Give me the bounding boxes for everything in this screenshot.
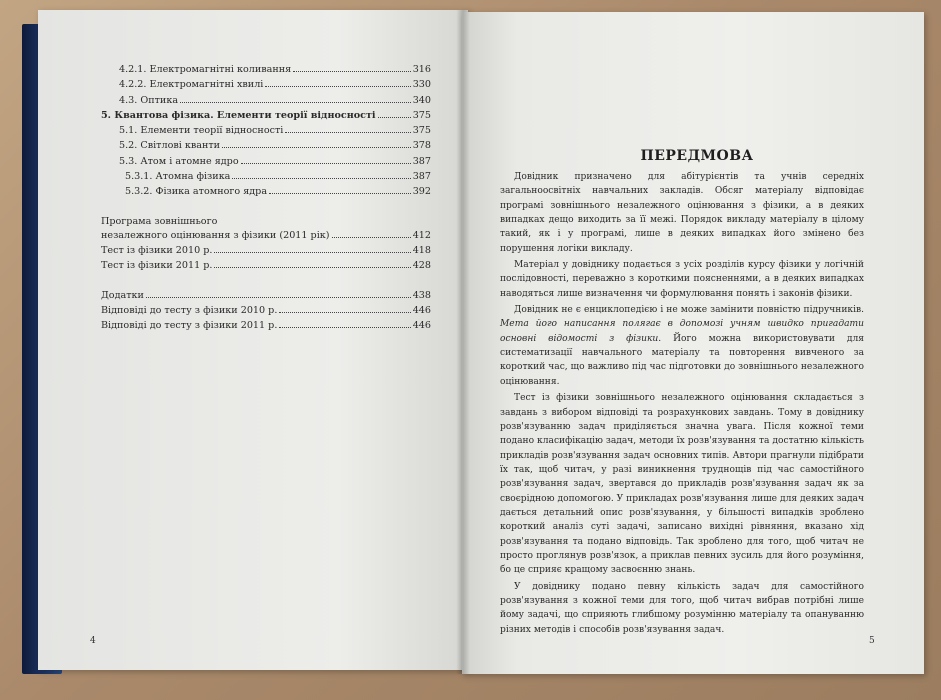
toc-entry-label: Тест із фізики 2010 р. [101, 244, 213, 256]
toc-entry [101, 215, 431, 228]
toc-entry-page: 387 [412, 171, 431, 183]
toc-entry-label: Програма зовнішнього [101, 215, 218, 227]
toc-entry [101, 138, 431, 153]
toc-entry-page: 375 [412, 109, 431, 121]
toc-leader-dots [241, 163, 411, 164]
toc-entry [101, 184, 431, 199]
preface-paragraph-3 [500, 303, 864, 389]
toc-entry-label: 5. Квантова фізика. Елементи теорії відносності [101, 109, 376, 121]
preface-paragraph-1: Довідник призначено для абітурієнтів та учнів середніх загальноосвітніх навчальних закладів. Обсяг матеріалу відповідає програмі зовнішнього незалежного оцінювання з фізики, а в деяких випадках дещо виходить за її межі. Порядок викладу матеріалу в цілому такий, як і у програмі, лише в деяких випадках його змінено без порушення логіки викладу. [500, 172, 864, 254]
toc-entry-label: 5.3. Атом і атомне ядро [119, 155, 239, 167]
toc-entry-page: 446 [412, 320, 431, 332]
toc-entry-label: 4.2.2. Електромагнітні хвилі [119, 79, 264, 91]
toc-entry [101, 93, 431, 108]
toc-entry [101, 77, 431, 92]
toc-entry-label: 5.1. Елементи теорії відносності [119, 125, 284, 137]
toc-entry-page: 340 [412, 94, 431, 106]
toc-entry-page: 330 [412, 79, 431, 91]
toc-entry [101, 243, 431, 258]
toc-entry-label: 5.2. Світлові кванти [119, 140, 221, 152]
toc-list [101, 62, 431, 200]
toc-entry [101, 169, 431, 184]
toc-entry-label: Тест із фізики 2011 р. [101, 260, 213, 272]
toc-leader-dots [232, 178, 410, 179]
toc-leader-dots [265, 86, 410, 87]
book-gutter [456, 10, 470, 674]
toc-leader-dots [279, 327, 410, 328]
toc-entry-page: 387 [412, 155, 431, 167]
toc-entry [101, 108, 431, 123]
toc-entry [101, 258, 431, 273]
toc-leader-dots [180, 102, 411, 103]
toc-leader-dots [332, 237, 411, 238]
preface-text [500, 170, 864, 639]
preface-paragraph-2: Матеріал у довіднику подається з усіх розділів курсу фізики у логічній послідовності, переважно з короткими поясненнями, а в деяких випадках наводяться лише визначення чи формулювання понять і законів фізики. [500, 260, 864, 299]
toc-entry-page: 428 [412, 260, 431, 272]
toc-entry-page: 446 [412, 304, 431, 316]
toc-leader-dots [214, 267, 410, 268]
toc-entry-label: 4.2.1. Електромагнітні коливання [119, 64, 292, 75]
toc-leader-dots [146, 297, 411, 298]
toc-entry [101, 288, 431, 303]
preface-paragraph-5: У довіднику подано певну кількість задач для самостійного розв'язування з кожної теми для того, щоб читач вибрав потрібні лише йому задачі, що сприяють глибшому розумінню матеріалу та опануванню різних методів і способів розв'язування задач. [500, 581, 864, 635]
toc-leader-dots [293, 71, 410, 72]
toc-entry-label: Додатки [101, 289, 144, 301]
toc-entry-label: 4.3. Оптика [119, 94, 179, 106]
preface-paragraph-4: Тест із фізики зовнішнього незалежного оцінювання складається з завдань з вибором відповіді та розрахункових завдань. Тому в довіднику розв'язуванню задач приділяється значна увага. Після кожної теми подано класифікацію задач, методи їх розв'язування та достатню кількість прикладів розв'язування задач основних типів. Автори прагнули підібрати їх так, щоб читач, у разі виникнення труднощів під час самостійного розв'язування задач, звертався до прикладів розв'язування задач як за своєрідною допомогою. У прикладах розв'язування лише для деяких задач дається детальний опис розв'язування, у більшості випадків зроблено короткий аналіз суті задачі, записано вихідні рівняння, вказано хід розв'язування та подано відповідь. Так зроблено для того, щоб читач не просто проглянув розв'язок, а приклав певних зусиль для його розуміння, бо це сприяє кращому засвоєнню знань. [500, 393, 864, 576]
toc-entry-page: 412 [412, 229, 431, 241]
toc-leader-dots [378, 117, 411, 118]
toc-entry-label: незалежного оцінювання з фізики (2011 рік) [101, 229, 330, 241]
preface-p3-end: Його можна використовувати для систематизації навчального матеріалу та повторення вивченого за короткий час, що важливо під час підготовки до зовнішнього незалежного оцінювання. [500, 333, 864, 387]
toc-entry [101, 154, 431, 169]
toc-entry-page: 378 [412, 140, 431, 152]
left-page-number: 4 [90, 636, 96, 646]
toc-leader-dots [269, 193, 411, 194]
toc-entry-page: 418 [412, 244, 431, 256]
toc-leader-dots [222, 147, 411, 148]
table-of-contents [101, 62, 431, 333]
preface-p3-start: Довідник не є енциклопедією і не може замінити повністю підручників. [514, 305, 864, 316]
toc-entry [101, 123, 431, 138]
preface-heading: ПЕРЕДМОВА [640, 148, 754, 164]
toc-entry-page: 392 [412, 186, 431, 198]
toc-entry [101, 228, 431, 243]
right-page-number: 5 [869, 636, 875, 646]
toc-entry [101, 303, 431, 318]
toc-entry-label: Відповіді до тесту з фізики 2011 р. [101, 320, 278, 332]
preface-p3-italic: Мета його написання полягає в допомозі учням швидко пригадати основні відомості з фізики. [500, 319, 864, 344]
toc-entry [101, 62, 431, 77]
toc-entry-label: 5.3.1. Атомна фізика [125, 171, 231, 183]
toc-entry-page: 316 [412, 64, 431, 75]
toc-entry-label: Відповіді до тесту з фізики 2010 р. [101, 304, 278, 316]
toc-leader-dots [279, 312, 410, 313]
toc-leader-dots [214, 252, 410, 253]
toc-entry-page: 438 [412, 289, 431, 301]
toc-entry-page: 375 [412, 125, 431, 137]
toc-entry-label: 5.3.2. Фізика атомного ядра [125, 186, 268, 198]
toc-entry [101, 318, 431, 333]
toc-leader-dots [285, 132, 410, 133]
